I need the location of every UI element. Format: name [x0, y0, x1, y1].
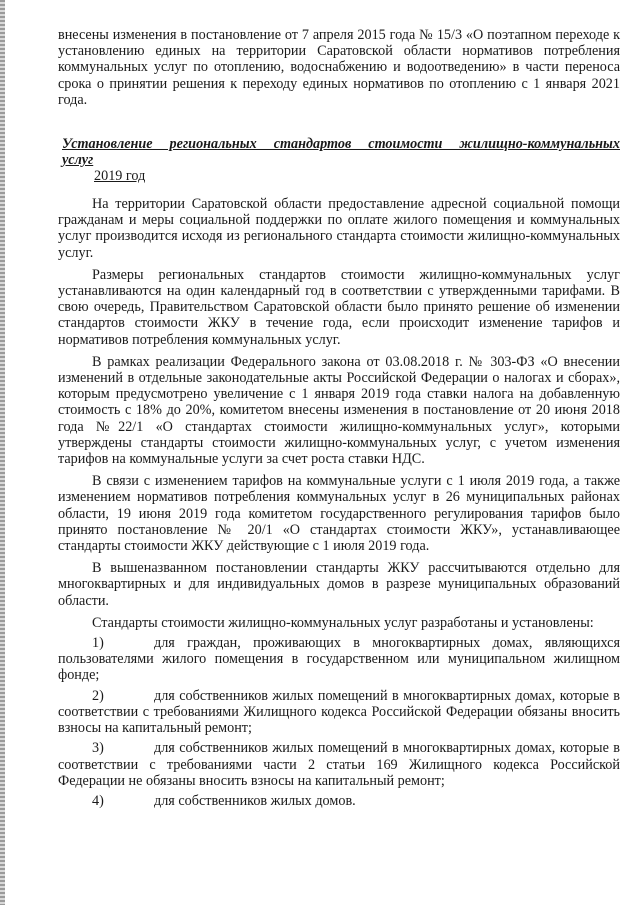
intro-paragraph: внесены изменения в постановление от 7 апреля 2015 года № 15/3 «О поэтапном переходе к установлению единых на территории Саратовской области нормативов потребления коммунальных услуг по отоплению, водоснабжению и водоотведению» в части переноса срока о принятии решения к переходу единых нормативов по отоплению с 1 января 2021 года.	[58, 27, 620, 108]
section-body	[58, 196, 620, 809]
list-item	[58, 688, 620, 737]
list-item-number: 4)	[92, 792, 104, 809]
paragraph: В рамках реализации Федерального закона от 03.08.2018 г. № 303-ФЗ «О внесении изменений в отдельные законодательные акты Российской Федерации о налогах и сборах», которым предусмотрено увеличение с 1 января 2019 года ставки налога на добавленную стоимость с 18% до 20%, комитетом внесены изменения в постановление от 20 июня 2018 года №22/1 «О стандартах стоимости жилищно-коммунальных услуг», которыми утверждены стандарты стоимости жилищно-коммунальных услуг, с учетом изменения тарифов на коммунальные услуги за счет роста ставки НДС.	[58, 353, 620, 468]
list-item	[58, 740, 620, 789]
list-item-text: для собственников жилых помещений в многоквартирных домах, которые в соответствии с требованиями части 2 статьи 169 Жилищного кодекса Российской Федерации не обязаны вносить взносы на капитальный ремонт;	[58, 740, 620, 789]
paragraph: В связи с изменением тарифов на коммунальные услуги с 1 июля 2019 года, а также изменением нормативов потребления коммунальных услуг в 26 муниципальных районах области, 19 июня 2019 года комитетом государственного регулирования тарифов было принято постановление № 20/1 «О стандартах стоимости ЖКУ», устанавливающее стандарты стоимости ЖКУ действующие с 1 июля 2019 года.	[58, 473, 620, 555]
list-item-text: для собственников жилых домов.	[154, 792, 356, 809]
list-item-text: для граждан, проживающих в многоквартирных домах, являющихся пользователями жилого помещения в государственном или муниципальном жилищном фонде;	[58, 635, 620, 684]
paragraph: Размеры региональных стандартов стоимости жилищно-коммунальных услуг устанавливаются на один календарный год в соответствии с утвержденными тарифами. В свою очередь, Правительством Саратовской области было принято решение об изменении стандартов стоимости ЖКУ в течение года, если происходит изменение тарифов и нормативов потребления коммунальных услуг.	[58, 266, 620, 348]
paragraph: На территории Саратовской области предоставление адресной социальной помощи гражданам и меры социальной поддержки по оплате жилого помещения и коммунальных услуг производится исходя из регионального стандарта стоимости жилищно-коммунальных услуг.	[58, 196, 620, 261]
list-item-number: 2)	[92, 687, 104, 704]
scan-edge	[0, 0, 5, 905]
list-item-number: 1)	[92, 635, 104, 652]
list-item-number: 3)	[92, 740, 104, 757]
section-heading: Установление региональных стандартов стоимости жилищно-коммунальных услуг	[62, 136, 620, 169]
list-item	[58, 635, 620, 684]
list-item-text: для собственников жилых помещений в многоквартирных домах, которые в соответствии с требованиями Жилищного кодекса Российской Федерации обязаны вносить взносы на капитальный ремонт;	[58, 687, 620, 737]
list-item	[58, 793, 620, 809]
paragraph: Стандарты стоимости жилищно-коммунальных услуг разработаны и установлены:	[92, 614, 594, 631]
paragraph: В вышеназванном постановлении стандарты ЖКУ рассчитываются отдельно для многоквартирных и для индивидуальных домов в разрезе муниципальных образований области.	[58, 560, 620, 609]
section-year: 2019 год	[94, 168, 146, 184]
